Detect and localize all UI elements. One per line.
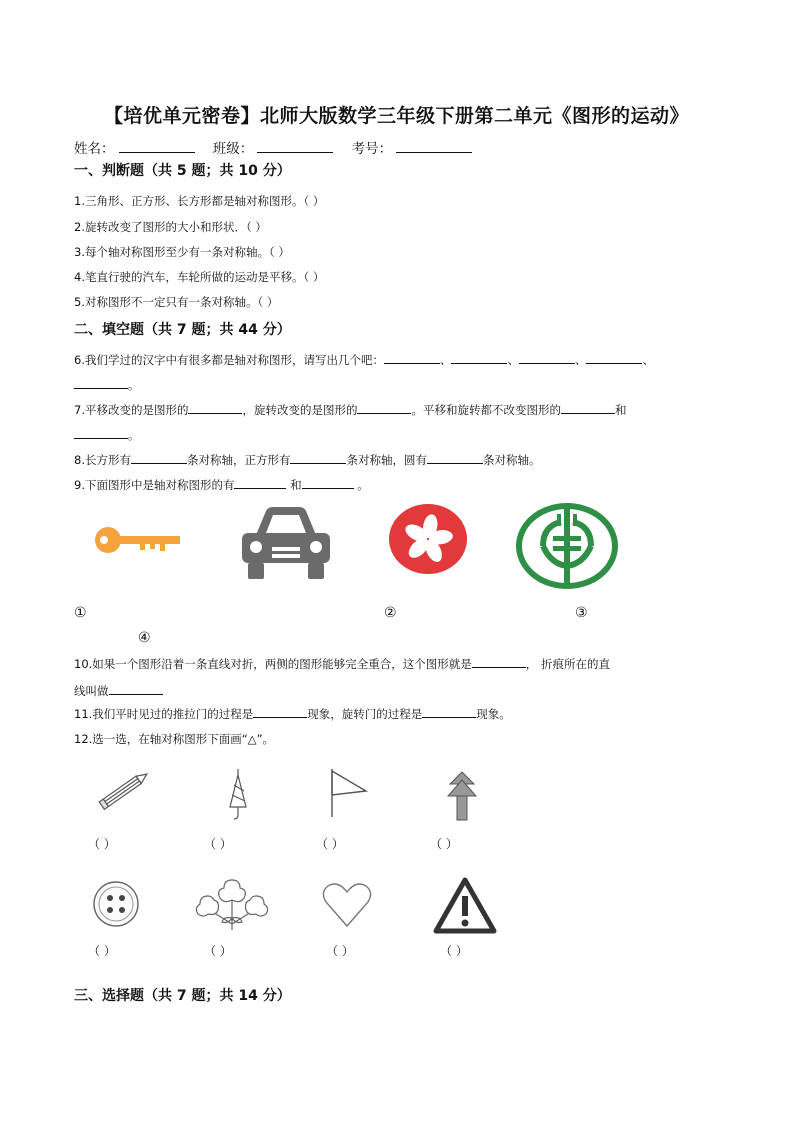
separator: 、 [439,353,452,367]
section-3-heading: 三、选择题（共 7 题；共 14 分） [74,988,291,1004]
answer-blank[interactable] [519,352,575,364]
answer-blank[interactable] [586,352,642,364]
q9-part: 。 [353,478,369,492]
label-4: ④ [138,630,151,646]
answer-blank[interactable] [188,402,242,414]
pencil-icon [94,765,156,815]
label-2: ② [384,605,397,621]
answer-blank[interactable] [451,352,507,364]
question-6-cont [74,377,140,393]
warning-sign-icon [432,876,498,936]
question-6 [74,352,654,368]
period: 。 [128,378,140,392]
section-2-heading: 二、填空题（共 7 题；共 44 分） [74,322,291,338]
q9-part: 9.下面图形中是轴对称图形的有 [74,478,235,492]
question-3: 3.每个轴对称图形至少有一条对称轴。（ ） [74,245,290,259]
arrow-tree-icon [444,770,480,824]
answer-blank[interactable] [302,477,354,489]
label-1: ① [74,605,87,621]
answer-blank[interactable] [109,683,163,695]
answer-blank[interactable] [253,706,307,718]
answer-paren[interactable]: （ ） [326,944,354,958]
q11-part: 现象，旋转门的过程是 [307,707,423,721]
button-icon [92,876,140,934]
answer-blank[interactable] [290,452,346,464]
answer-blank[interactable] [74,427,128,439]
answer-paren[interactable]: （ ） [88,944,116,958]
student-info [74,137,486,157]
answer-paren[interactable]: （ ） [430,837,458,851]
closed-umbrella-icon [218,765,258,821]
answer-blank[interactable] [74,377,128,389]
section-1-heading: 一、判断题（共 5 题；共 10 分） [74,163,291,179]
q8-part: 条对称轴。 [482,453,541,467]
answer-blank[interactable] [427,452,483,464]
q11-part: 11.我们平时见过的推拉门的过程是 [74,707,254,721]
question-8 [74,452,540,468]
name-label: 姓名： [74,141,115,157]
question-11 [74,706,511,722]
flag-icon [326,765,372,821]
answer-blank[interactable] [384,352,440,364]
q10-part: 线叫做 [74,684,109,698]
answer-paren[interactable]: （ ） [88,837,116,851]
question-6-text: 6.我们学过的汉字中有很多都是轴对称图形，请写出几个吧： [74,353,384,367]
q10-part: 10.如果一个图形沿着一条直线对折，两侧的图形能够完全重合，这个图形就是 [74,657,472,671]
class-field[interactable] [257,140,333,153]
hk-flower-emblem-icon [386,502,470,576]
question-10 [74,656,610,672]
question-2: 2.旋转改变了图形的大小和形状．（ ） [74,220,267,234]
answer-blank[interactable] [234,477,286,489]
answer-blank[interactable] [357,402,411,414]
answer-paren[interactable]: （ ） [204,944,232,958]
answer-blank[interactable] [561,402,615,414]
q7-part: ，旋转改变的是图形的 [242,403,358,417]
question-5: 5.对称图形不一定只有一条对称轴。（ ） [74,295,279,309]
period: 。 [128,428,140,442]
answer-paren[interactable]: （ ） [316,837,344,851]
heart-icon [320,878,374,932]
q10-part: ， 折痕所在的直 [525,657,610,671]
separator: 、 [642,353,654,367]
q7-part: 和 [614,403,627,417]
name-field[interactable] [119,140,195,153]
question-7 [74,402,626,418]
q8-part: 条对称轴，正方形有 [186,453,291,467]
question-4: 4.笔直行驶的汽车，车轮所做的运动是平移。（ ） [74,270,325,284]
question-7-cont [74,427,140,443]
question-9 [74,477,369,493]
answer-blank[interactable] [422,706,476,718]
q7-part: 7.平移改变的是图形的 [74,403,189,417]
answer-blank[interactable] [472,656,526,668]
exam-no-label: 考号： [351,141,393,157]
answer-paren[interactable]: （ ） [440,944,468,958]
answer-blank[interactable] [131,452,187,464]
page-title: 【培优单元密卷】北师大版数学三年级下册第二单元《图形的运动》 [103,105,689,127]
separator: 、 [507,353,519,367]
key-icon [92,520,182,560]
q11-part: 现象。 [476,707,511,721]
q9-part: 和 [286,478,302,492]
question-10-cont [74,683,163,699]
flowers-icon [192,874,272,936]
exam-no-field[interactable] [396,140,472,153]
q8-part: 8.长方形有 [74,453,131,467]
answer-paren[interactable]: （ ） [204,837,232,851]
separator: 、 [574,353,587,367]
question-1: 1.三角形、正方形、长方形都是轴对称图形。（ ） [74,194,325,208]
agricultural-bank-logo-icon [515,502,619,590]
label-3: ③ [575,605,588,621]
question-12: 12.选一选，在轴对称图形下面画“△”。 [74,732,275,746]
q7-part: 。平移和旋转都不改变图形的 [411,403,561,417]
class-label: 班级： [212,141,254,157]
q8-part: 条对称轴，圆有 [346,453,427,467]
car-icon [238,503,334,583]
